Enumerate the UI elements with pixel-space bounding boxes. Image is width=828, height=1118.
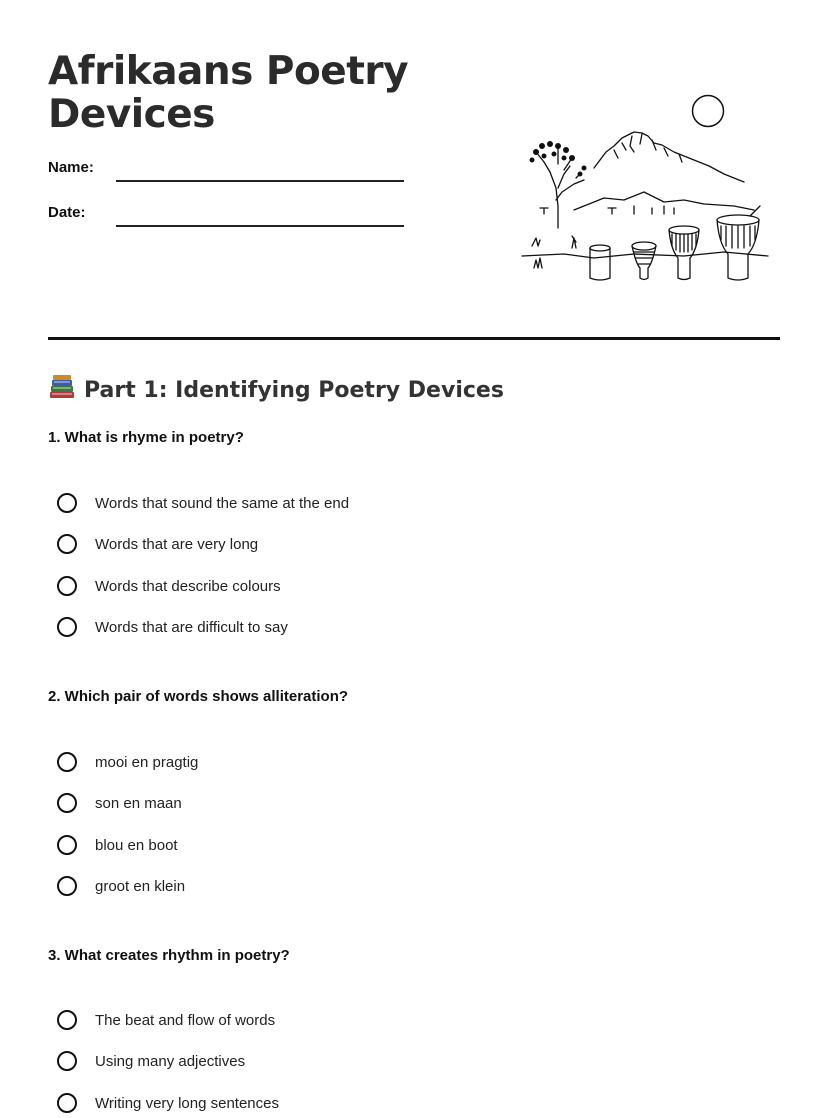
section-title: Part 1: Identifying Poetry Devices bbox=[84, 378, 504, 403]
sun-icon bbox=[693, 96, 724, 127]
option-label: Using many adjectives bbox=[95, 1052, 246, 1070]
radio-button[interactable] bbox=[57, 752, 77, 772]
radio-button[interactable] bbox=[57, 1051, 77, 1071]
question-1-option[interactable] bbox=[57, 614, 288, 640]
question-3-option[interactable] bbox=[57, 1007, 275, 1033]
radio-button[interactable] bbox=[57, 876, 77, 896]
question-2-text: 2. Which pair of words shows alliteration? bbox=[48, 688, 349, 705]
question-2-option[interactable] bbox=[57, 873, 185, 899]
option-label: The beat and flow of words bbox=[95, 1011, 276, 1029]
question-1-option[interactable] bbox=[57, 490, 349, 516]
question-3-text: 3. What creates rhythm in poetry? bbox=[48, 947, 290, 964]
section-heading bbox=[48, 374, 504, 403]
section-divider bbox=[48, 337, 780, 340]
radio-button[interactable] bbox=[57, 835, 77, 855]
radio-button[interactable] bbox=[57, 793, 77, 813]
drum-icon bbox=[590, 245, 610, 280]
worksheet-title bbox=[48, 50, 448, 136]
question-3-option[interactable] bbox=[57, 1090, 279, 1116]
drum-icon bbox=[632, 242, 656, 280]
drum-icon bbox=[669, 226, 699, 280]
name-label: Name: bbox=[48, 159, 94, 176]
option-label: son en maan bbox=[95, 794, 182, 812]
option-label: Words that are difficult to say bbox=[95, 618, 288, 636]
option-label: mooi en pragtig bbox=[95, 753, 199, 771]
option-label: Words that sound the same at the end bbox=[95, 494, 350, 512]
mountain-icon bbox=[594, 132, 744, 182]
question-2-option[interactable] bbox=[57, 790, 182, 816]
option-label: Words that describe colours bbox=[95, 577, 281, 595]
question-2-option[interactable] bbox=[57, 749, 198, 775]
radio-button[interactable] bbox=[57, 576, 77, 596]
date-write-line[interactable] bbox=[116, 225, 404, 227]
radio-button[interactable] bbox=[57, 1093, 77, 1113]
option-label: groot en klein bbox=[95, 877, 186, 895]
drum-icon bbox=[717, 206, 760, 280]
question-1-option[interactable] bbox=[57, 531, 258, 557]
option-label: Words that are very long bbox=[95, 535, 259, 553]
question-1-option[interactable] bbox=[57, 573, 281, 599]
books-icon bbox=[48, 374, 76, 400]
radio-button[interactable] bbox=[57, 1010, 77, 1030]
option-label: blou en boot bbox=[95, 836, 178, 854]
question-3-option[interactable] bbox=[57, 1048, 245, 1074]
question-2-option[interactable] bbox=[57, 832, 178, 858]
title-line-2: Devices bbox=[48, 92, 215, 137]
question-1-text: 1. What is rhyme in poetry? bbox=[48, 429, 244, 446]
african-landscape-drums-illustration bbox=[514, 88, 776, 288]
option-label: Writing very long sentences bbox=[95, 1094, 279, 1112]
date-label: Date: bbox=[48, 204, 86, 221]
radio-button[interactable] bbox=[57, 534, 77, 554]
radio-button[interactable] bbox=[57, 493, 77, 513]
name-write-line[interactable] bbox=[116, 180, 404, 182]
radio-button[interactable] bbox=[57, 617, 77, 637]
title-line-1: Afrikaans Poetry bbox=[48, 49, 409, 94]
